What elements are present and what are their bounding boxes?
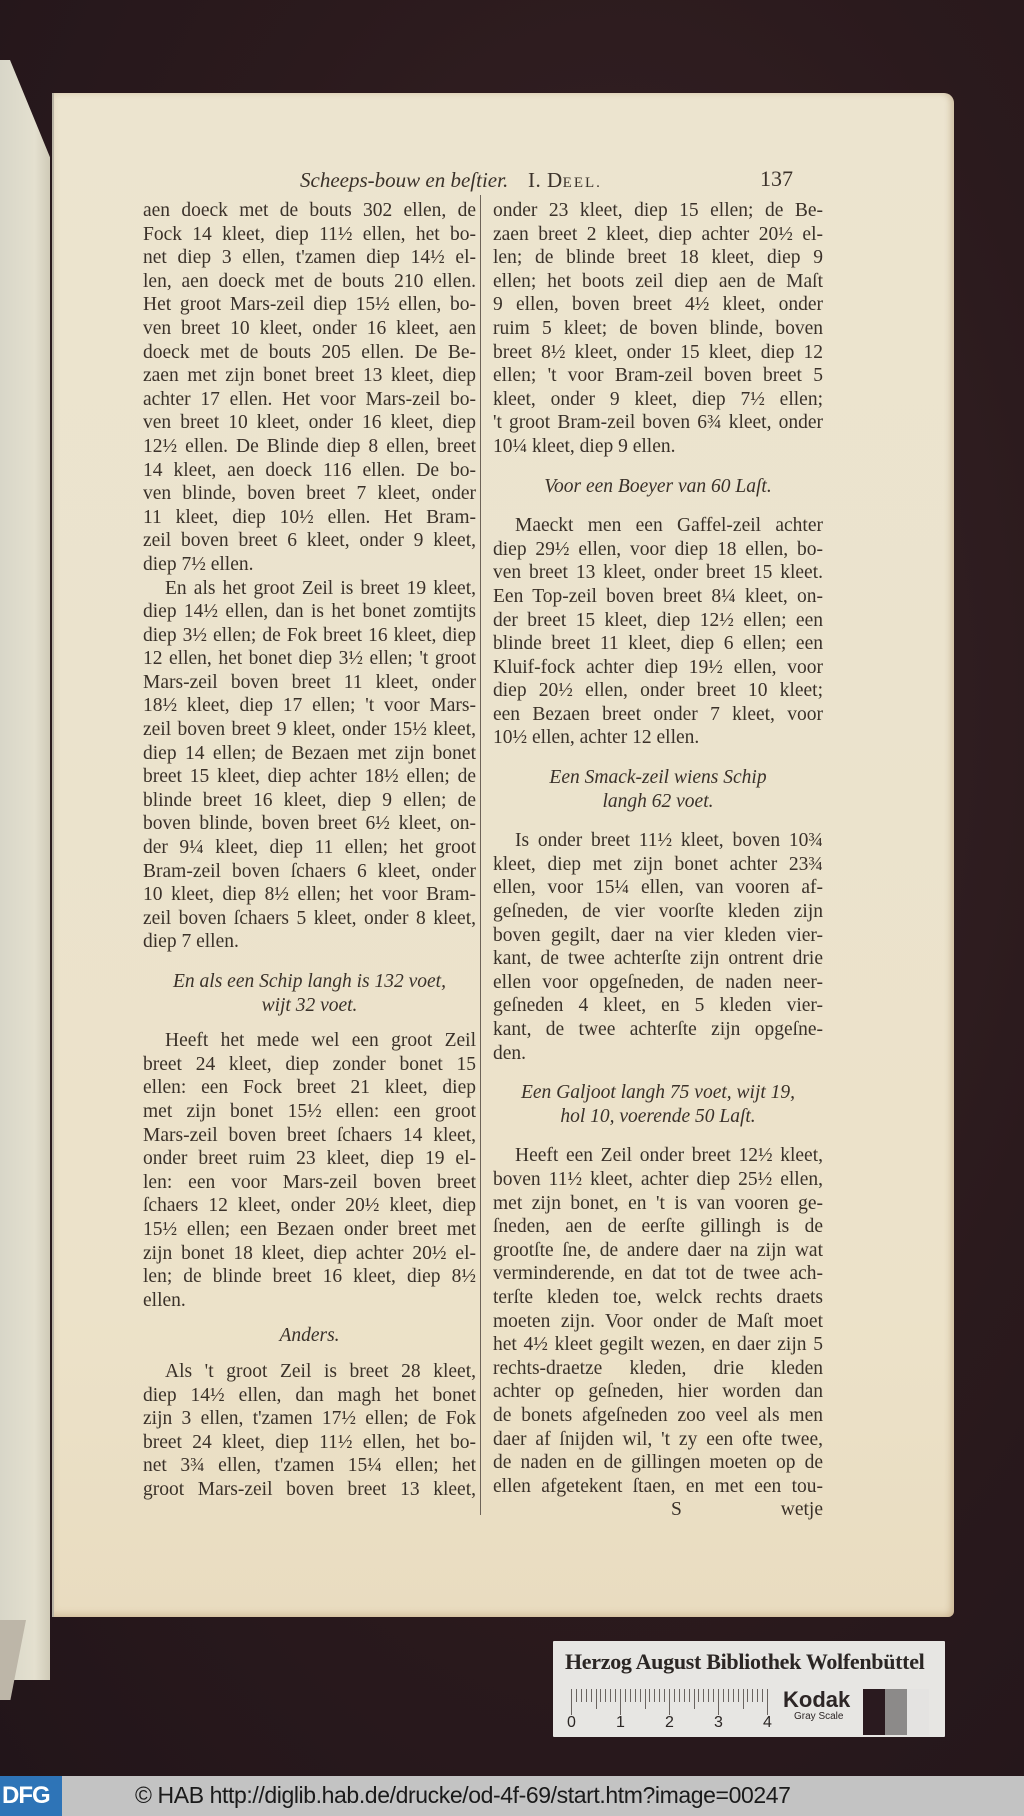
text-line: 10 kleet, diep 8½ ellen; het voor Bram-	[143, 884, 476, 906]
text-line: diep 14½ ellen, dan is het bonet zomtijts	[143, 601, 476, 623]
text-line: ſchaers 12 kleet, onder 20½ kleet, diep	[143, 1195, 476, 1217]
text-line: aen doeck met de bouts 302 ellen, de	[143, 200, 476, 221]
text-line: doeck met de bouts 205 ellen. De Be-	[143, 341, 476, 363]
text-line: zeil boven breet 6 kleet, onder 9 kleet,	[143, 530, 476, 552]
text-line: ven breet 10 kleet, onder 16 kleet, aen	[143, 317, 476, 339]
running-head-title: Scheeps-bouw en beſtier.	[300, 168, 509, 192]
text-line: 14 kleet, aen doeck 116 ellen. De bo-	[143, 459, 476, 481]
ruler-tick	[620, 1689, 621, 1715]
text-line: ellen: een Fock breet 21 kleet, diep	[143, 1077, 476, 1099]
ruler-tick	[743, 1689, 744, 1709]
text-line: boven blinde, boven breet 6½ kleet, on-	[143, 813, 476, 835]
text-line: ven breet 10 kleet, onder 16 kleet, diep	[143, 412, 476, 434]
ruler-tick	[581, 1689, 582, 1702]
ruler-tick	[625, 1689, 626, 1702]
ruler-tick	[762, 1689, 763, 1702]
text-line: kant, de twee achterſte zijn ontrent drie	[493, 948, 823, 970]
text-line: zeil boven ſchaers 5 kleet, onder 8 kleet,	[143, 907, 476, 929]
text-line: ven breet 13 kleet, onder breet 15 kleet.	[493, 562, 823, 584]
ruler-tick	[713, 1689, 714, 1702]
cm-ruler	[567, 1689, 772, 1733]
text-line: Een Top-zeil boven breet 8¼ kleet, on-	[493, 585, 823, 607]
text-line: kant, de twee achterſte zijn opgeſne-	[493, 1019, 823, 1040]
text-line: geſneden 4 kleet, en 5 kleden vier-	[493, 995, 823, 1017]
text-line: Is onder breet 11½ kleet, boven 10¾	[515, 830, 823, 852]
text-line: onder 23 kleet, diep 15 ellen; de Be-	[493, 200, 823, 221]
text-line: ellen; het boots zeil diep aen de Maſt	[493, 270, 823, 292]
section-heading: Voor een Boeyer van 60 Laſt.	[544, 475, 772, 497]
text-line: terſte kleden toe, welck rechts draets	[493, 1286, 823, 1308]
ruler-tick	[610, 1689, 611, 1702]
text-line: Bram-zeil boven ſchaers 6 kleet, onder	[143, 860, 476, 882]
text-line: Als 't groot Zeil is breet 28 kleet,	[165, 1360, 476, 1382]
text-line: achter op geſneden, hier worden dan	[493, 1381, 823, 1403]
left-text-column	[143, 199, 476, 1501]
text-line: ellen voor opgeſneden, de naden neer-	[493, 971, 823, 993]
ruler-tick	[576, 1689, 577, 1702]
dfg-logo[interactable]: DFG	[0, 1776, 62, 1816]
gray-swatch-light	[907, 1689, 929, 1735]
text-line: 12 ellen, het bonet diep 3½ ellen; 't groot	[143, 648, 476, 670]
text-line: geſneden, de vier voorſte kleden zijn	[493, 901, 823, 923]
text-line: diep 7½ ellen.	[143, 553, 254, 575]
ruler-tick	[723, 1689, 724, 1702]
text-line: diep 3½ ellen; de Fok breet 16 kleet, diep	[143, 624, 476, 646]
library-name: Herzog August Bibliothek Wolfenbüttel	[565, 1649, 925, 1674]
text-line: verminderende, en dat tot de twee ach-	[493, 1263, 823, 1285]
copyright-url[interactable]: © HAB http://diglib.hab.de/drucke/od-4f-69/start.htm?image=00247	[135, 1782, 791, 1808]
text-line: zaen met zijn bonet breet 13 kleet, diep	[143, 365, 476, 387]
ruler-tick	[605, 1689, 606, 1702]
gray-swatch-dark	[863, 1689, 885, 1735]
ruler-tick	[757, 1689, 758, 1702]
spacer	[493, 750, 823, 766]
text-line: Maeckt men een Gaffel-zeil achter	[515, 515, 823, 537]
ruler-label: 4	[763, 1714, 772, 1731]
spacer	[143, 1348, 476, 1360]
ruler-tick	[752, 1689, 753, 1702]
text-line: met zijn bonet, en 't is van vooren ge-	[493, 1192, 823, 1214]
ruler-tick	[615, 1689, 616, 1702]
spacer	[143, 1017, 476, 1029]
gray-swatch-mid	[885, 1689, 907, 1735]
text-line: een Bezaen breet onder 7 kleet, voor	[493, 703, 823, 725]
ruler-tick	[591, 1689, 592, 1702]
text-line: diep 14½ ellen, dan magh het bonet	[143, 1384, 476, 1406]
gutter-line	[52, 93, 54, 1617]
section-heading: langh 62 voet.	[602, 790, 714, 812]
text-line: der breet 15 kleet, diep 12½ ellen; een	[493, 609, 823, 631]
text-line: diep 7 ellen.	[143, 931, 239, 953]
text-line: 11 kleet, diep 10½ ellen. Het Bram-	[143, 506, 476, 528]
ruler-tick	[630, 1689, 631, 1702]
text-line: ſneden, aen de eerſte gillingh is de	[493, 1216, 823, 1238]
text-line: achter 17 ellen. Het voor Mars-zeil bo-	[143, 388, 476, 410]
ruler-tick	[708, 1689, 709, 1702]
ruler-label: 3	[714, 1714, 723, 1731]
ruler-tick	[674, 1689, 675, 1702]
text-line: len; de blinde breet 16 kleet, diep 8½	[143, 1266, 476, 1288]
ruler-tick	[664, 1689, 665, 1702]
text-line: 12½ ellen. De Blinde diep 8 ellen, breet	[143, 435, 476, 457]
ruler-tick	[635, 1689, 636, 1702]
ruler-tick	[728, 1689, 729, 1702]
ruler-tick	[703, 1689, 704, 1702]
text-line: 't groot Bram-zeil boven 6¾ kleet, onder	[493, 412, 823, 434]
text-line: Kluif-fock achter diep 19½ ellen, voor	[493, 656, 823, 678]
text-line: blinde breet 16 kleet, diep 9 ellen; de	[143, 789, 476, 811]
text-line: 15½ ellen; een Bezaen onder breet met	[143, 1218, 476, 1240]
text-line: diep 20½ ellen, onder breet 10 kleet;	[493, 680, 823, 702]
text-line: kleet, onder 9 kleet, diep 7½ ellen;	[493, 388, 823, 410]
text-line: 18½ kleet, diep 17 ellen; 't voor Mars-	[143, 695, 476, 717]
section-heading: Een Smack-zeil wiens Schip	[549, 767, 767, 789]
text-line: ven blinde, boven breet 7 kleet, onder	[143, 483, 476, 505]
ruler-tick	[684, 1689, 685, 1702]
ruler-tick	[596, 1689, 597, 1709]
ruler-tick	[600, 1689, 601, 1702]
text-line: kleet, diep met zijn bonet achter 23¾	[493, 853, 823, 875]
text-line: rechts-draetze kleden, drie kleden	[493, 1357, 823, 1379]
spacer	[493, 813, 823, 829]
section-heading: Een Galjoot langh 75 voet, wijt 19,	[520, 1082, 796, 1104]
ruler-tick	[694, 1689, 695, 1709]
text-line: breet 24 kleet, diep 11½ ellen, het bo-	[143, 1431, 476, 1453]
text-line: len; de blinde breet 18 kleet, diep 9	[493, 247, 823, 269]
text-line: Heeft een Zeil onder breet 12½ kleet,	[515, 1145, 823, 1167]
text-line: 10½ ellen, achter 12 ellen.	[493, 727, 700, 749]
section-heading: wijt 32 voet.	[261, 994, 358, 1016]
text-line: Mars-zeil boven breet ſchaers 14 kleet,	[143, 1124, 476, 1146]
ruler-label: 0	[567, 1714, 576, 1731]
text-line: met zijn bonet 15½ ellen: een groot	[143, 1100, 476, 1122]
text-line: grootſte ſne, de andere daer na zijn wat	[493, 1239, 823, 1261]
ruler-tick	[698, 1689, 699, 1702]
text-line: En als het groot Zeil is breet 19 kleet,	[165, 577, 476, 599]
text-line: zijn 3 ellen, t'zamen 17½ ellen; de Fok	[143, 1408, 476, 1430]
page-number: 137	[760, 166, 793, 191]
kodak-logo: Kodak	[783, 1687, 851, 1712]
text-line: ellen afgetekent ſtaen, en met een tou-	[493, 1475, 823, 1497]
ruler-tick	[767, 1689, 768, 1715]
text-line: net 3¾ ellen, t'zamen 15¼ ellen; het	[143, 1455, 476, 1477]
ruler-tick	[645, 1689, 646, 1709]
text-line: 9 ellen, boven breet 4½ kleet, onder	[493, 294, 823, 316]
calibration-card	[553, 1641, 945, 1737]
text-line: onder breet ruim 23 kleet, diep 19 el-	[143, 1148, 476, 1170]
right-text-column	[493, 199, 823, 1522]
ruler-tick	[733, 1689, 734, 1702]
facing-page-edge	[0, 60, 50, 1680]
signature-mark: S	[671, 1499, 682, 1521]
ruler-tick	[649, 1689, 650, 1702]
text-line: boven 11½ kleet, achter diep 25½ ellen,	[493, 1168, 823, 1190]
text-line: de naden en de gillingen moeten op de	[493, 1452, 823, 1474]
text-line: zeil boven breet 9 kleet, onder 15½ kleet,	[143, 719, 476, 741]
ruler-tick	[640, 1689, 641, 1702]
text-line: moeten zijn. Voor onder de Maſt moet	[493, 1310, 823, 1332]
spacer	[493, 498, 823, 514]
text-line: 10¼ kleet, diep 9 ellen.	[493, 435, 676, 457]
text-line: zaen breet 2 kleet, diep achter 20½ el-	[493, 223, 823, 245]
text-line: Het groot Mars-zeil diep 15½ ellen, bo-	[143, 294, 476, 316]
column-rule	[480, 195, 481, 1515]
ruler-tick	[669, 1689, 670, 1715]
text-line: zijn bonet 18 kleet, diep achter 20½ el-	[143, 1242, 476, 1264]
ruler-tick	[747, 1689, 748, 1702]
ruler-tick	[738, 1689, 739, 1702]
part-initial: D	[547, 168, 563, 192]
ruler-label: 1	[616, 1714, 625, 1731]
ruler-label: 2	[665, 1714, 674, 1731]
text-line: de bonets afgeſneden zoo veel als men	[493, 1404, 823, 1426]
text-line: len: een voor Mars-zeil boven breet	[143, 1171, 476, 1193]
ruler-tick	[659, 1689, 660, 1702]
spacer	[143, 1312, 476, 1324]
text-line: den.	[493, 1042, 527, 1064]
text-line: ellen.	[143, 1289, 186, 1311]
text-line: het 4½ kleet gegilt wezen, en daer zijn 5	[493, 1334, 823, 1356]
text-line: daer af ſnijden wil, 't zy een ofte twee,	[493, 1428, 823, 1450]
ruler-tick	[718, 1689, 719, 1715]
spacer	[493, 459, 823, 475]
text-line: net diep 3 ellen, t'zamen diep 14½ el-	[143, 247, 476, 269]
section-heading: Anders.	[279, 1325, 340, 1347]
text-line: breet 15 kleet, diep achter 18½ ellen; de	[143, 766, 476, 788]
text-line: blinde breet 11 kleet, diep 6 ellen; een	[493, 633, 823, 655]
text-line: Heeft het mede wel een groot Zeil	[165, 1030, 476, 1052]
text-line: len, aen doeck met de bouts 210 ellen.	[143, 270, 476, 292]
ruler-tick	[689, 1689, 690, 1702]
spacer	[493, 1065, 823, 1081]
ruler-tick	[654, 1689, 655, 1702]
text-line: boven gegilt, daer na vier kleden vier-	[493, 924, 823, 946]
text-line: ruim 5 kleet; de boven blinde, boven	[493, 317, 823, 339]
ruler-tick	[571, 1689, 572, 1715]
text-line: Fock 14 kleet, diep 11½ ellen, het bo-	[143, 223, 476, 245]
text-line: diep 29½ ellen, voor diep 18 ellen, bo-	[493, 538, 823, 560]
viewer-footer	[0, 1776, 1024, 1816]
section-heading: hol 10, voerende 50 Laſt.	[560, 1105, 756, 1127]
part-numeral: I.	[528, 168, 542, 192]
text-line: diep 14 ellen; de Bezaen met zijn bonet	[143, 742, 476, 764]
spacer	[493, 1128, 823, 1144]
running-head-part	[528, 168, 602, 193]
text-line: groot Mars-zeil boven breet 13 kleet,	[143, 1478, 476, 1500]
text-line: der 9¼ kleet, diep 11 ellen; het groot	[143, 837, 476, 859]
text-line: ellen; 't voor Bram-zeil boven breet 5	[493, 365, 823, 387]
gray-scale-label: Gray Scale	[794, 1711, 844, 1722]
text-line: breet 24 kleet, diep zonder bonet 15	[143, 1053, 476, 1075]
section-heading: En als een Schip langh is 132 voet,	[173, 971, 446, 992]
text-line: ellen, voor 15¼ ellen, van vooren af-	[493, 877, 823, 899]
text-line: Mars-zeil boven breet 11 kleet, onder	[143, 671, 476, 693]
text-line: breet 8½ kleet, onder 15 kleet, diep 12	[493, 341, 823, 363]
part-rest: EEL.	[562, 175, 602, 191]
spacer	[143, 954, 476, 970]
catchword-row	[493, 1498, 823, 1522]
ruler-tick	[679, 1689, 680, 1702]
ruler-tick	[586, 1689, 587, 1702]
catchword: wetje	[780, 1499, 823, 1521]
